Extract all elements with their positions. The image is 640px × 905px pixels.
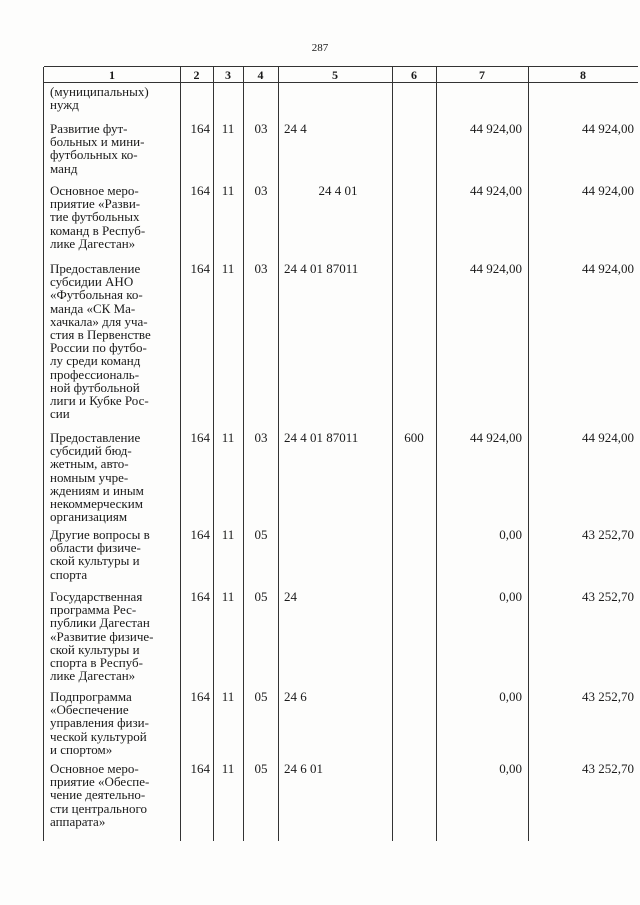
row-section: 164 — [190, 589, 210, 604]
row-amount-2021: 43 252,70 — [582, 689, 634, 704]
header-col-8: 8 — [580, 68, 586, 82]
row-name: Предоставление субсидий бюд- жетным, авто- номным учре- ждениям и иным некоммерческим организациям — [50, 430, 144, 525]
header-col-1: 1 — [109, 68, 115, 82]
row-amount-2020: 0,00 — [499, 589, 522, 604]
row-subsection2: 03 — [254, 121, 268, 136]
row-amount-2021: 44 924,00 — [582, 261, 634, 276]
row-subsection1: 11 — [221, 761, 235, 776]
budget-table — [44, 66, 638, 841]
row-amount-2020: 44 924,00 — [470, 261, 522, 276]
row-name: Основное меро- приятие «Разви- тие футбольных команд в Респуб- лике Дагестан» — [50, 183, 146, 251]
row-target-code: 24 6 — [284, 689, 307, 704]
row-amount-2021: 44 924,00 — [582, 430, 634, 445]
row-amount-2021: 43 252,70 — [582, 589, 634, 604]
row-target-code: 24 4 — [284, 121, 307, 136]
row-amount-2020: 0,00 — [499, 527, 522, 542]
header-col-5: 5 — [332, 68, 338, 82]
row-name: Развитие фут- больных и мини- футбольных ко- манд — [50, 121, 145, 176]
row-subsection2: 05 — [254, 761, 268, 776]
row-section: 164 — [190, 261, 210, 276]
row-subsection2: 05 — [254, 689, 268, 704]
row-section: 164 — [190, 527, 210, 542]
row-subsection2: 03 — [254, 183, 268, 198]
header-col-3: 3 — [225, 68, 231, 82]
row-name: Предоставление субсидии АНО «Футбольная ко- манда «СК Ма- хачкала» для уча- стия в Первенстве России по футбо- лу среди команд профессиональ- ной футбольной лиги и Кубке Рос- сии — [50, 261, 151, 422]
row-amount-2020: 44 924,00 — [470, 183, 522, 198]
row-subsection1: 11 — [221, 589, 235, 604]
row-amount-2021: 43 252,70 — [582, 527, 634, 542]
header-col-2: 2 — [193, 68, 200, 82]
row-name: (муниципальных) нужд — [50, 84, 149, 113]
row-amount-2020: 0,00 — [499, 689, 522, 704]
row-amount-2021: 43 252,70 — [582, 761, 634, 776]
row-amount-2021: 44 924,00 — [582, 183, 634, 198]
row-name: Другие вопросы в области физиче- ской культуры и спорта — [50, 527, 150, 582]
row-name: Подпрограмма «Обеспечение управления физи- ческой культурой и спортом» — [50, 689, 149, 757]
row-target-code: 24 4 01 — [318, 183, 358, 198]
row-amount-2020: 0,00 — [499, 761, 522, 776]
row-subsection1: 11 — [221, 430, 235, 445]
header-col-6: 6 — [411, 68, 417, 82]
row-name: Основное меро- приятие «Обеспе- чение деятельно- сти центрального аппарата» — [50, 761, 150, 829]
row-section: 164 — [190, 121, 210, 136]
row-subsection1: 11 — [221, 261, 235, 276]
row-subsection1: 11 — [221, 527, 235, 542]
row-subsection2: 05 — [254, 589, 268, 604]
header-col-7: 7 — [479, 68, 485, 82]
row-amount-2020: 44 924,00 — [470, 430, 522, 445]
row-section: 164 — [190, 689, 210, 704]
row-subsection1: 11 — [221, 689, 235, 704]
row-subsection2: 03 — [254, 430, 268, 445]
row-name: Государственная программа Рес- публики Дагестан «Развитие физиче- ской культуры и спорта в Респуб- лике Дагестан» — [50, 589, 154, 684]
page-number: 287 — [311, 42, 329, 54]
row-section: 164 — [190, 761, 210, 776]
row-target-code: 24 4 01 87011 — [284, 261, 359, 276]
row-subsection2: 03 — [254, 261, 268, 276]
row-section: 164 — [190, 183, 210, 198]
row-target-code: 24 — [284, 589, 297, 604]
row-subsection1: 11 — [221, 183, 235, 198]
row-expense-type: 600 — [404, 430, 424, 445]
row-target-code: 24 6 01 — [284, 761, 323, 776]
row-section: 164 — [190, 430, 210, 445]
row-subsection1: 11 — [221, 121, 235, 136]
header-col-4: 4 — [257, 68, 264, 82]
row-amount-2021: 44 924,00 — [582, 121, 634, 136]
row-amount-2020: 44 924,00 — [470, 121, 522, 136]
row-target-code: 24 4 01 87011 — [284, 430, 359, 445]
row-subsection2: 05 — [254, 527, 268, 542]
